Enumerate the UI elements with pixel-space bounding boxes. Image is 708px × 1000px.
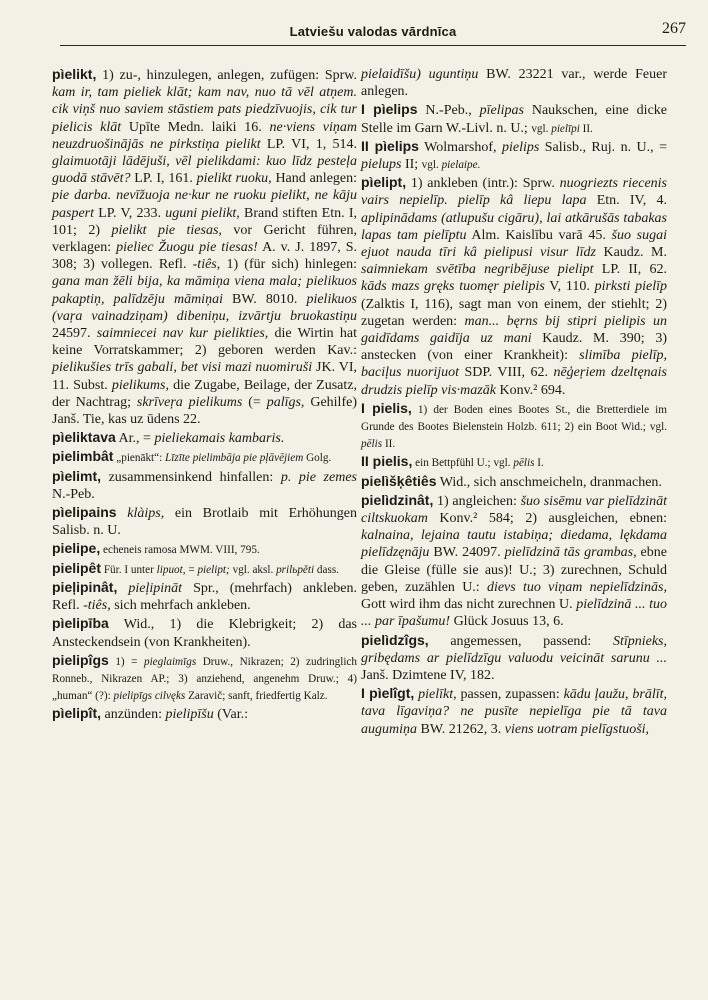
entry-headword: pìelipība [52, 615, 109, 632]
definition-text: angemessen, passend: [428, 633, 613, 649]
dictionary-entry [361, 138, 667, 173]
definition-text: Salisb., Ruj. n. U., = [539, 139, 667, 155]
latvian-text: Līzīte pielimbāja pie pļāvējiem [165, 452, 304, 465]
dictionary-entry [361, 492, 667, 631]
definition-text [117, 506, 128, 521]
definition-text: II; [401, 157, 422, 173]
definition-text: vgl. aksl. [229, 563, 277, 576]
definition-text: II. [382, 438, 396, 451]
entry-headword: pìelipît, [52, 705, 101, 722]
latvian-text: -tiês, [192, 257, 221, 273]
definition-text: Kaudz. M. [595, 245, 667, 261]
latvian-text: pielīkt, [418, 687, 457, 703]
latvian-text: pielups [361, 157, 402, 173]
latvian-text: -tiês, [83, 598, 111, 614]
definition-text: (Var.: [213, 707, 248, 723]
latvian-text: viens uotram pielīgstuoši, [504, 721, 650, 737]
definition-text: die Wirtin hat keine Vorratskammer; 2) geboren werden Kav.: [52, 326, 357, 359]
latvian-text: pirksti pielīp [594, 279, 667, 295]
latvian-text: pieliekamais kambaris. [154, 431, 285, 447]
latvian-text: saimniekam svētība negribējuse pielipt [361, 262, 594, 278]
entry-headword: pieļipinât, [52, 578, 118, 595]
latvian-text: kalnaina, lejaina tautu istabiņa; diedama, lękdama pielīdzęnāju [361, 528, 667, 561]
definition-text: JK. VI, 11. Subst. [52, 360, 357, 393]
definition-text: Für. I unter [101, 563, 157, 576]
latvian-text: nuogriezts riecenis vairs nepielīp. pielīp kâ liepu lapa [361, 176, 667, 209]
definition-text: Ar., = [115, 431, 155, 447]
latvian-text: pielipt; [197, 563, 230, 576]
entry-headword: pielipêt [52, 559, 102, 576]
latvian-text: pieglaimīgs [143, 655, 197, 668]
latvian-text: šuo sisēmu var pielīdzināt ciltskuokam [361, 493, 667, 527]
definition-text: vgl. [531, 122, 552, 135]
dictionary-entry [52, 560, 357, 578]
definition-text: Upīte Medn. laiki 16. [121, 119, 270, 135]
definition-text: LP. V, 233. [94, 205, 166, 221]
definition-text: vgl. [421, 159, 442, 172]
definition-text: ebne die Gleise (fülle sie aus)! U.; 3) zurechnen, Schuld geben, zuzählen U.: [361, 545, 667, 595]
definition-text: LP. VI, 1, 514. [260, 136, 357, 152]
latvian-text: nēģeŗiem dzeltęnais drudzis pielīp vis·mazāk [361, 365, 667, 398]
definition-text: Gehilfe) Janš. Tie, kas uz ūdens 22. [52, 394, 357, 428]
latvian-text: pielipīšu [165, 707, 214, 723]
latvian-text: uguni pielikt, [165, 205, 240, 221]
definition-text: „pienākt“: [113, 452, 166, 465]
entry-headword: I pielis, [361, 399, 412, 416]
definition-text: Konv.² 694. [495, 382, 566, 398]
dictionary-entry [52, 652, 357, 705]
latvian-text: skrīveŗa pielikums [136, 394, 243, 410]
entry-headword: pielìdzinât, [361, 491, 434, 508]
latvian-text: dievs tuo viņam nepielīdzinās, [486, 579, 667, 595]
header-rule [60, 45, 686, 46]
right-column [361, 66, 667, 738]
left-column [52, 66, 357, 724]
definition-text: N.-Peb., [417, 103, 480, 119]
entry-headword: pìelikt, [52, 66, 97, 82]
entry-headword: pìelipt, [361, 174, 407, 191]
latvian-text: pielips [501, 139, 540, 155]
dictionary-entry [52, 540, 357, 558]
latvian-text: Stīpnieks, gribędams ar pielīdzīgu valuodu veicināt sarunu ... [361, 633, 667, 666]
latvian-text: pielikt ruoku, [196, 171, 272, 187]
definition-text: Spr., (mehrfach) ankleben. Refl. [52, 580, 358, 614]
latvian-text: pielīdzinā ... tuo ... par īpašumu! [361, 597, 667, 630]
latvian-text: glaimuotāji lādējuši, vēl pielikdami: kuo līdz pesteļa guodā stāvēt? [52, 154, 357, 187]
latvian-text: pielīpi [551, 122, 580, 135]
dictionary-entry [361, 453, 667, 471]
dictionary-entry [361, 632, 667, 685]
entry-headword: pìelimt, [52, 467, 102, 484]
dictionary-entry [361, 473, 667, 491]
dictionary-entry [52, 429, 357, 447]
definition-text: 1) der Boden eines Bootes St., die Bretterdiele im Grunde des Bootes Bielenstein Holzb. 611; 2) ein Boot Wid.; vgl. [361, 403, 667, 434]
definition-text: Kaudz. M. 390; 3) anstecken (von einer Krankheit): [361, 331, 667, 364]
definition-text: Naukschen, eine dicke Stelle im Garn W.-Livl. n. U.; [361, 103, 667, 136]
latvian-text: pielīdzinā tās grambas, [504, 545, 637, 561]
definition-text: Druw., Nikrazen; 2) zudringlich Ronneb., Nikrazen AP.; 3) anziehend, angenehm Druw.; 4) „human“ (?): [52, 655, 357, 703]
entry-headword: II pìelips [361, 137, 419, 154]
latvian-text: pielikuos (vaŗa vainadziņam) dibeniņu, izvārtju bruokastiņu [52, 291, 357, 324]
latvian-text: pīelipas [479, 103, 524, 119]
dictionary-entry [361, 101, 667, 136]
dictionary-entry [361, 400, 667, 453]
dictionary-entry [361, 174, 667, 399]
definition-text: LP. II, 62. [593, 262, 667, 278]
definition-text: (Zalktis I, 116), sagt man von einem, der stiehlt; 2) zugetan werden: [361, 296, 667, 329]
latvian-text: slimība pielīp, baciļus nuorijuot [361, 348, 667, 381]
definition-text: Glück Josuus 13, 6. [450, 614, 564, 630]
definition-text: Wid., 1) die Klebrigkeit; 2) das Ansteckendsein (von Krankheiten). [52, 617, 357, 650]
latvian-text: šuo sugai ejuot nauda tīri kâ pielipusi visur līdz [361, 227, 667, 261]
definition-text: Alm. Kaislību varā 45. [466, 227, 612, 243]
definition-text: 1) ankleben (intr.): Sprw. [406, 176, 560, 192]
entry-headword: I pìelips [361, 101, 418, 118]
dictionary-entry [361, 66, 667, 100]
definition-text: N.-Peb. [52, 486, 95, 502]
latvian-text: pieļipināt [128, 580, 183, 596]
dictionary-entry [52, 615, 357, 650]
definition-text: 1) angleichen: [433, 493, 521, 509]
dictionary-entry [361, 685, 667, 738]
definition-text: BW. 24097. [429, 545, 505, 561]
entry-headword: pielimbât [52, 448, 114, 465]
definition-text: SDP. VIII, 62. [459, 365, 554, 381]
dictionary-entry [52, 66, 357, 428]
definition-text: die Zugabe, Beilage, der Zusatz, der Nachtrag; [52, 377, 357, 410]
definition-text: Hand anlegen: [271, 171, 358, 187]
entry-headword: I pìelîgt, [361, 685, 415, 702]
definition-text: Brand stiften Etn. I, 101; 2) [52, 205, 357, 238]
definition-text: vor Gericht führen, verklagen: [52, 222, 358, 256]
entry-headword: pìeliktava [52, 429, 116, 446]
definition-text: BW. 21262, 3. [417, 721, 505, 737]
latvian-text: pielaidīšu) uguntiņu [361, 67, 479, 82]
latvian-text: kādu ļaužu, brālīt, tava līgaviņa? ne pusīte nepielīga pie tā tava augumiņa [361, 687, 668, 737]
latvian-text: pielikums, [111, 377, 169, 393]
entry-headword: II pielis, [361, 453, 413, 470]
definition-text: ein Bettpfühl U.; vgl. [412, 457, 514, 470]
latvian-text: p. pie zemes [280, 469, 357, 485]
definition-text: V, 110. [544, 279, 595, 295]
definition-text: 1) zu-, hinzulegen, anlegen, zufügen: Sprw. [96, 68, 357, 83]
definition-text: 1) (für sich) hinlegen: [220, 257, 357, 273]
definition-text: BW. 8010. [222, 291, 307, 307]
entry-headword: pielìšķêtiês [361, 472, 437, 489]
definition-text: BW. 23221 var., werde Feuer anlegen. [361, 67, 667, 100]
definition-text: A. v. J. 1897, S. 308; 3) vollegen. Refl. [52, 240, 357, 273]
entry-headword: pielipîgs [52, 651, 109, 668]
dictionary-entry [52, 504, 357, 539]
definition-text: 24597. [52, 326, 97, 342]
latvian-text: pielikušies trīs gabali, bet visi mazi nuomiruši [52, 360, 313, 376]
definition-text [117, 581, 128, 596]
latvian-text: pielaipe. [441, 159, 481, 172]
latvian-text: pieliec Žuogu pie tiesas! [116, 240, 258, 256]
dictionary-entry [52, 468, 357, 503]
entry-headword: pìelipains [52, 504, 117, 521]
definition-text: I. [534, 457, 544, 470]
dictionary-entry [52, 705, 357, 723]
definition-text: ein Brotlaib mit Erhöhungen Salisb. n. U. [52, 506, 358, 539]
definition-text: Golg. [303, 452, 332, 465]
definition-text: Zaravič; sanft, friedfertig Kalz. [185, 690, 328, 703]
latvian-text: aplipinādams (atlupušu cigāru), lai atkārušās tabakas lapas tam pielīptu [361, 210, 667, 243]
definition-text: Gott wird ihm das nicht zurechnen U. [361, 597, 577, 613]
page-header [60, 20, 686, 44]
definition-text: Konv.² 584; 2) ausgleichen, ebnen: [427, 511, 667, 527]
entry-headword: pielipe, [52, 540, 101, 557]
latvian-text: lipuot, [156, 563, 186, 576]
definition-text: (= [242, 394, 267, 410]
dictionary-entry [52, 579, 357, 614]
definition-text: Janš. Dzimtene IV, 182. [361, 667, 495, 683]
latvian-text: kāds mazs gręks tuomęr pielipis [361, 279, 545, 295]
definition-text: sich mehrfach ankleben. [110, 598, 251, 614]
latvian-text: ne·viens viņam neuzdruošinājās ne pirkstiņa pielikt [52, 119, 357, 152]
dictionary-entry [52, 448, 357, 466]
definition-text: Etn. IV, 4. [586, 193, 667, 209]
definition-text: passen, zupassen: [456, 687, 564, 703]
running-title: Latviešu valodas vārdnīca [289, 24, 457, 39]
definition-text: Wid., sich anschmeicheln, dranmachen. [436, 474, 662, 490]
definition-text: anzünden: [101, 707, 166, 723]
page-number: 267 [662, 20, 686, 37]
definition-text: = [185, 563, 198, 576]
definition-text: 1) = [108, 655, 144, 668]
latvian-text: kam ir, tam pieliek klāt; kam nav, nuo tā vēl atņem. cik viņš nuo saviem stāstiem pats piedzīvuojis, cik tur pielicis klāt [52, 85, 357, 135]
definition-text: II. [579, 122, 593, 135]
entry-headword: pielìdzîgs, [361, 631, 429, 648]
latvian-text: pie darba. nevīžuoja ne·kur ne ruoku pielikt, ne kāju paspert [52, 188, 357, 221]
latvian-text: palīgs, [266, 394, 305, 410]
definition-text: Wolmarshof, [418, 139, 502, 155]
latvian-text: man... bęrns bij stipri pielipis un gaidīdams gaidīja uz mani [361, 313, 668, 347]
definition-text: dass. [314, 563, 339, 576]
definition-text: echeneis ramosa MWM. VIII, 795. [100, 544, 260, 557]
definition-text: LP. I, 161. [130, 171, 197, 187]
latvian-text: pēlis [513, 457, 535, 470]
latvian-text: gana man žēli bija, ka māmiņa viena mala; pielikuos pakaptiņ, palīdzēju māmiņai [52, 274, 357, 307]
latvian-text: pielikt pie tiesas, [111, 222, 222, 238]
latvian-text: pielipīgs cilvęks [113, 690, 186, 703]
definition-text: zusammensinkend hinfallen: [101, 469, 281, 485]
latvian-text: saimniecei nav kur pielikties, [96, 326, 269, 342]
latvian-text: prilьpěti [276, 563, 315, 576]
latvian-text: klàips, [127, 506, 165, 522]
latvian-text: pēlis [361, 438, 383, 451]
